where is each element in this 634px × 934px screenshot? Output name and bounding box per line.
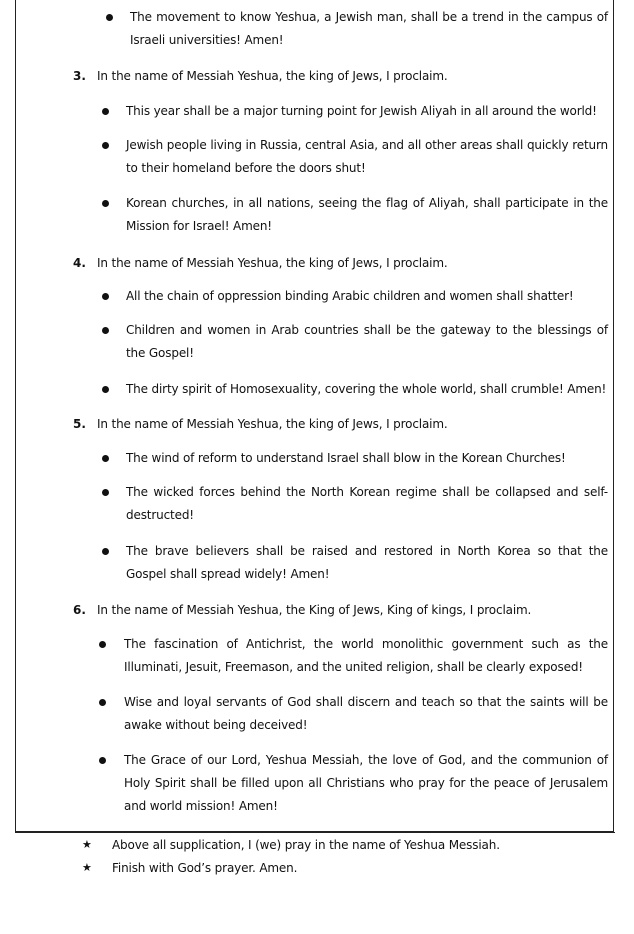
list-item: The dirty spirit of Homosexuality, covering the whole world, shall crumble! Amen! (126, 382, 607, 396)
section-heading: In the name of Messiah Yeshua, the King of Jews, King of kings, I proclaim. (97, 603, 532, 617)
bullet-icon (99, 757, 106, 764)
bullet-icon (102, 142, 109, 149)
star-icon: ★ (82, 861, 92, 874)
section-number: 3. (73, 69, 86, 83)
bullet-icon (102, 108, 109, 115)
bullet-icon (102, 293, 109, 300)
section-heading: In the name of Messiah Yeshua, the king of Jews, I proclaim. (97, 256, 448, 270)
list-item: Children and women in Arab countries shall be the gateway to the blessings of the Gospel! (126, 323, 608, 360)
list-item: The Grace of our Lord, Yeshua Messiah, the love of God, and the communion of Holy Spirit shall be filled upon all Christians who pray for the peace of Jerusalem and world mission! Amen! (124, 753, 608, 813)
bullet-icon (102, 489, 109, 496)
footer-note: Above all supplication, I (we) pray in the name of Yeshua Messiah. (112, 838, 500, 852)
list-item: Wise and loyal servants of God shall discern and teach so that the saints will be awake without being deceived! (124, 695, 608, 732)
bullet-icon (102, 548, 109, 555)
list-item: All the chain of oppression binding Arabic children and women shall shatter! (126, 289, 574, 303)
star-icon: ★ (82, 838, 92, 851)
list-item: The movement to know Yeshua, a Jewish man, shall be a trend in the campus of Israeli universities! Amen! (130, 10, 608, 47)
section-number: 5. (73, 417, 86, 431)
bullet-icon (102, 455, 109, 462)
list-item: Korean churches, in all nations, seeing the flag of Aliyah, shall participate in the Mission for Israel! Amen! (126, 196, 608, 233)
bullet-icon (102, 386, 109, 393)
list-item: The wicked forces behind the North Korean regime shall be collapsed and self-destructed! (126, 485, 608, 522)
bullet-icon (99, 641, 106, 648)
list-item: This year shall be a major turning point for Jewish Aliyah in all around the world! (126, 104, 597, 118)
section-number: 6. (73, 603, 86, 617)
bullet-icon (106, 14, 113, 21)
list-item: The fascination of Antichrist, the world monolithic government such as the Illuminati, Jesuit, Freemason, and the united religion, shall be clearly exposed! (124, 637, 608, 674)
footer-note: Finish with God’s prayer. Amen. (112, 861, 298, 875)
section-heading: In the name of Messiah Yeshua, the king of Jews, I proclaim. (97, 69, 448, 83)
section-heading: In the name of Messiah Yeshua, the king of Jews, I proclaim. (97, 417, 448, 431)
bullet-icon (99, 699, 106, 706)
bullet-icon (102, 200, 109, 207)
section-number: 4. (73, 256, 86, 270)
list-item: The brave believers shall be raised and restored in North Korea so that the Gospel shall spread widely! Amen! (126, 544, 608, 581)
bullet-icon (102, 327, 109, 334)
list-item: Jewish people living in Russia, central Asia, and all other areas shall quickly return to their homeland before the doors shut! (126, 138, 608, 175)
list-item: The wind of reform to understand Israel shall blow in the Korean Churches! (126, 451, 566, 465)
box-bottom-rule (15, 832, 615, 833)
